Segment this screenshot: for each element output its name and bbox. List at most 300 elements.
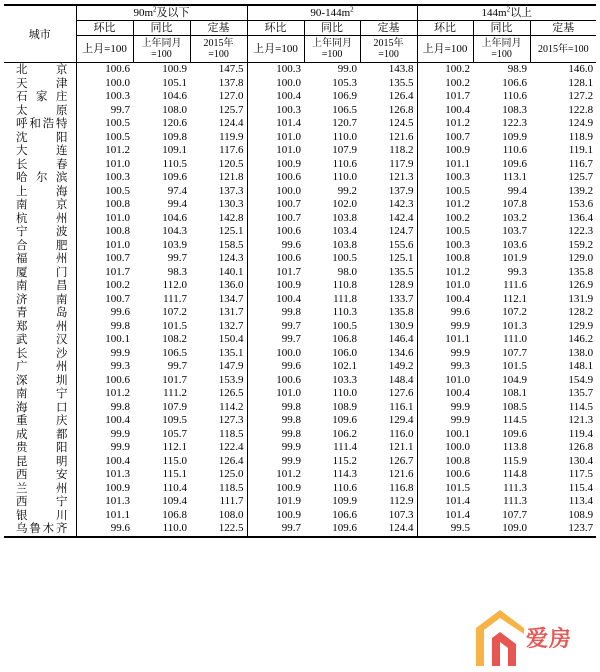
value-cell: 103.8: [332, 238, 358, 251]
value-cell: 134.7: [218, 292, 244, 305]
value-cell: 100.8: [417, 455, 473, 469]
value-cell: 106.6: [502, 76, 528, 89]
value-cell: 124.7: [388, 225, 414, 238]
value-cell: 128.2: [568, 306, 594, 319]
header-yoy: 同比: [133, 21, 190, 36]
value-cell: 114.5: [568, 400, 594, 413]
value-cell: 124.3: [218, 252, 244, 265]
value-cell: 159.2: [568, 238, 594, 251]
city-name: 西宁: [16, 495, 68, 509]
value-cell: 110.0: [133, 522, 190, 537]
value-cell: 100.3: [417, 171, 473, 185]
value-cell: 99.6: [417, 306, 473, 320]
city-name: 呼和浩特: [16, 117, 68, 131]
value-cell: 124.5: [388, 117, 414, 130]
value-cell: 100.7: [247, 212, 304, 226]
value-cell: 110.5: [162, 157, 187, 170]
value-cell: 111.4: [333, 441, 358, 454]
value-cell: 101.0: [76, 158, 133, 172]
value-cell: 101.5: [417, 482, 473, 496]
table-row: [4, 455, 596, 469]
value-cell: 100.0: [417, 441, 473, 455]
value-cell: 135.5: [388, 265, 414, 278]
value-cell: 150.4: [218, 333, 244, 346]
value-cell: 98.9: [507, 63, 528, 76]
value-cell: 122.3: [502, 117, 528, 130]
value-cell: 126.5: [218, 387, 244, 400]
value-cell: 108.1: [502, 387, 528, 400]
header-fixed-base: 定基: [530, 21, 596, 36]
value-cell: 118.5: [219, 481, 244, 494]
table-row: [4, 401, 596, 415]
table-row: [4, 185, 596, 199]
value-cell: 135.5: [388, 76, 414, 89]
value-cell: 110.4: [162, 481, 187, 494]
value-cell: 158.5: [218, 238, 244, 251]
value-cell: 101.7: [162, 373, 187, 386]
value-cell: 103.7: [502, 225, 528, 238]
value-cell: 107.7: [502, 346, 528, 359]
value-cell: 130.9: [388, 319, 414, 332]
value-cell: 127.2: [568, 90, 594, 103]
value-cell: 99.7: [76, 104, 133, 118]
value-cell: 137.9: [388, 184, 414, 197]
value-cell: 125.1: [388, 252, 414, 265]
value-cell: 99.7: [247, 333, 304, 347]
table-row: [4, 293, 596, 307]
value-cell: 100.5: [332, 319, 358, 332]
table-row: [4, 441, 596, 455]
header-base-last-month: 上月=100: [247, 36, 304, 63]
value-cell: 100.6: [247, 374, 304, 388]
city-name: 太原: [16, 103, 68, 117]
value-cell: 106.5: [162, 346, 187, 359]
value-cell: 112.9: [389, 495, 414, 508]
value-cell: 100.2: [417, 212, 473, 226]
value-cell: 107.7: [502, 508, 528, 521]
value-cell: 110.6: [502, 144, 528, 157]
value-cell: 131.9: [568, 292, 594, 305]
value-cell: 99.4: [507, 184, 528, 197]
header-fixed-base: 定基: [360, 21, 417, 36]
city-name: 宁波: [16, 225, 68, 239]
value-cell: 125.7: [218, 103, 244, 116]
table-row: [4, 90, 596, 104]
value-cell: 109.0: [473, 522, 530, 537]
value-cell: 103.4: [332, 225, 358, 238]
value-cell: 104.6: [162, 90, 187, 103]
value-cell: 100.6: [76, 63, 133, 77]
value-cell: 111.8: [333, 292, 358, 305]
table-row: [4, 279, 596, 293]
value-cell: 100.7: [247, 198, 304, 212]
value-cell: 99.9: [417, 414, 473, 428]
value-cell: 109.9: [502, 130, 528, 143]
value-cell: 101.0: [76, 239, 133, 253]
value-cell: 99.9: [417, 347, 473, 361]
city-name: 武汉: [16, 333, 68, 347]
city-name: 深圳: [16, 373, 68, 387]
value-cell: 99.9: [247, 441, 304, 455]
value-cell: 110.6: [332, 157, 358, 170]
value-cell: 121.3: [388, 171, 414, 184]
value-cell: 100.2: [76, 279, 133, 293]
value-cell: 154.9: [568, 373, 594, 386]
value-cell: 108.9: [568, 508, 594, 521]
value-cell: 99.9: [417, 401, 473, 415]
city-name: 南昌: [16, 279, 68, 293]
value-cell: 99.3: [417, 360, 473, 374]
value-cell: 146.0: [568, 63, 594, 76]
value-cell: 100.5: [76, 131, 133, 145]
table-row: [4, 131, 596, 145]
value-cell: 113.1: [502, 171, 528, 184]
value-cell: 100.6: [247, 225, 304, 239]
value-cell: 147.5: [218, 63, 244, 76]
table-row: [4, 158, 596, 172]
value-cell: 114.8: [502, 468, 528, 481]
value-cell: 122.5: [190, 522, 247, 537]
value-cell: 103.8: [332, 211, 358, 224]
table-row: [4, 77, 596, 91]
value-cell: 143.8: [388, 63, 414, 76]
value-cell: 100.3: [417, 239, 473, 253]
value-cell: 153.9: [218, 373, 244, 386]
value-cell: 118.5: [219, 427, 244, 440]
value-cell: 126.8: [568, 441, 594, 454]
table-row: [4, 522, 596, 537]
value-cell: 100.0: [247, 185, 304, 199]
city-name: 合肥: [16, 238, 68, 252]
table-row: [4, 509, 596, 523]
value-cell: 142.4: [388, 211, 414, 224]
value-cell: 99.9: [76, 347, 133, 361]
value-cell: 139.2: [568, 184, 594, 197]
value-cell: 100.1: [76, 333, 133, 347]
value-cell: 99.7: [247, 320, 304, 334]
value-cell: 106.6: [332, 508, 358, 521]
value-cell: 105.7: [162, 427, 187, 440]
value-cell: 99.3: [507, 265, 528, 278]
value-cell: 108.0: [218, 508, 244, 521]
city-name: 贵阳: [16, 441, 68, 455]
value-cell: 134.6: [388, 346, 414, 359]
house-logo-icon: [470, 604, 530, 668]
value-cell: 127.0: [218, 90, 244, 103]
value-cell: 115.9: [502, 454, 528, 467]
value-cell: 116.7: [568, 157, 594, 170]
value-cell: 130.3: [218, 198, 244, 211]
value-cell: 129.9: [568, 319, 594, 332]
table-row: [4, 225, 596, 239]
value-cell: 121.3: [568, 414, 594, 427]
value-cell: 142.8: [218, 211, 244, 224]
value-cell: 116.1: [389, 400, 414, 413]
value-cell: 101.2: [417, 198, 473, 212]
value-cell: 99.9: [76, 441, 133, 455]
table-row: [4, 306, 596, 320]
value-cell: 115.1: [162, 468, 187, 481]
value-cell: 100.9: [247, 482, 304, 496]
value-cell: 100.4: [247, 293, 304, 307]
value-cell: 132.7: [218, 319, 244, 332]
value-cell: 142.3: [388, 198, 414, 211]
value-cell: 116.8: [389, 481, 414, 494]
city-name: 乌鲁木齐: [4, 522, 76, 537]
value-cell: 99.5: [417, 522, 473, 537]
value-cell: 110.0: [332, 130, 358, 143]
value-cell: 101.5: [162, 319, 187, 332]
value-cell: 100.3: [247, 63, 304, 77]
value-cell: 99.6: [247, 239, 304, 253]
value-cell: 117.9: [389, 157, 414, 170]
value-cell: 108.2: [162, 333, 187, 346]
value-cell: 146.2: [568, 333, 594, 346]
value-cell: 106.8: [162, 508, 187, 521]
value-cell: 127.3: [218, 414, 244, 427]
value-cell: 121.8: [218, 171, 244, 184]
value-cell: 99.7: [247, 522, 304, 537]
city-name: 银川: [16, 508, 68, 522]
city-name: 兰州: [16, 481, 68, 495]
header-base-last-year: 上年同月=100: [133, 36, 190, 63]
value-cell: 136.4: [568, 211, 594, 224]
city-name: 天津: [16, 76, 68, 90]
value-cell: 103.3: [332, 373, 358, 386]
value-cell: 100.0: [247, 77, 304, 91]
value-cell: 135.1: [218, 346, 244, 359]
table-row: [4, 252, 596, 266]
value-cell: 113.8: [502, 441, 528, 454]
value-cell: 99.8: [247, 401, 304, 415]
table-row: [4, 198, 596, 212]
table-row: [4, 333, 596, 347]
city-name: 成都: [16, 427, 68, 441]
value-cell: 102.1: [332, 360, 358, 373]
table-row: [4, 239, 596, 253]
value-cell: 109.4: [162, 495, 187, 508]
value-cell: 100.7: [417, 131, 473, 145]
value-cell: 115.4: [568, 481, 594, 494]
header-group-large: $144m^2$以上: [417, 5, 596, 21]
value-cell: 100.3: [76, 171, 133, 185]
value-cell: 148.1: [568, 360, 594, 373]
value-cell: 101.7: [247, 266, 304, 280]
value-cell: 137.8: [218, 76, 244, 89]
city-name: 南宁: [16, 387, 68, 401]
value-cell: 106.0: [332, 346, 358, 359]
value-cell: 125.1: [218, 225, 244, 238]
value-cell: 111.6: [503, 279, 528, 292]
value-cell: 101.7: [76, 266, 133, 280]
city-name: 西安: [16, 468, 68, 482]
value-cell: 103.9: [162, 238, 187, 251]
value-cell: 123.7: [530, 522, 596, 537]
header-yoy: 同比: [473, 21, 530, 36]
header-base-last-month: 上月=100: [417, 36, 473, 63]
value-cell: 100.9: [76, 482, 133, 496]
city-name: 广州: [16, 360, 68, 374]
value-cell: 99.7: [167, 252, 187, 265]
value-cell: 101.2: [76, 144, 133, 158]
value-cell: 99.9: [417, 320, 473, 334]
value-cell: 111.0: [503, 333, 528, 346]
value-cell: 99.9: [247, 455, 304, 469]
value-cell: 101.2: [247, 468, 304, 482]
value-cell: 136.0: [218, 279, 244, 292]
value-cell: 111.2: [163, 387, 187, 400]
city-name: 厦门: [16, 265, 68, 279]
value-cell: 101.2: [76, 387, 133, 401]
value-cell: 130.4: [568, 454, 594, 467]
value-cell: 115.0: [162, 454, 187, 467]
city-name: 北京: [16, 62, 68, 77]
value-cell: 119.9: [219, 130, 244, 143]
header-group-small: $90m^2$及以下: [76, 5, 247, 21]
table-row: [4, 104, 596, 118]
table-row: [4, 428, 596, 442]
header-group-mid: $90-144m^2$: [247, 5, 417, 21]
price-index-table: [4, 4, 596, 538]
value-cell: 122.8: [568, 103, 594, 116]
value-cell: 100.9: [417, 144, 473, 158]
value-cell: 101.3: [76, 495, 133, 509]
table-row: [4, 347, 596, 361]
value-cell: 129.0: [568, 252, 594, 265]
value-cell: 101.3: [502, 319, 528, 332]
value-cell: 99.8: [76, 401, 133, 415]
header-fixed-base: 定基: [190, 21, 247, 36]
value-cell: 147.9: [218, 360, 244, 373]
value-cell: 110.6: [332, 481, 358, 494]
value-cell: 99.9: [76, 428, 133, 442]
value-cell: 107.3: [388, 508, 414, 521]
value-cell: 109.8: [162, 130, 187, 143]
value-cell: 126.8: [388, 103, 414, 116]
header-mom: 环比: [417, 21, 473, 36]
value-cell: 98.0: [337, 265, 358, 278]
table-row: [4, 144, 596, 158]
value-cell: 137.3: [218, 184, 244, 197]
value-cell: 106.5: [332, 103, 358, 116]
value-cell: 101.0: [417, 374, 473, 388]
value-cell: 138.0: [568, 346, 594, 359]
city-name: 杭州: [16, 211, 68, 225]
value-cell: 101.4: [417, 509, 473, 523]
value-cell: 101.0: [247, 387, 304, 401]
value-cell: 100.2: [417, 77, 473, 91]
value-cell: 133.7: [388, 292, 414, 305]
value-cell: 105.1: [162, 76, 187, 89]
value-cell: 100.8: [76, 225, 133, 239]
header-yoy: 同比: [304, 21, 360, 36]
value-cell: 101.0: [247, 144, 304, 158]
value-cell: 100.1: [417, 428, 473, 442]
header-base-2015: 2015年=100: [360, 36, 417, 63]
value-cell: 131.7: [218, 306, 244, 319]
value-cell: 116.0: [389, 427, 414, 440]
value-cell: 111.3: [503, 495, 528, 508]
value-cell: 120.5: [218, 157, 244, 170]
value-cell: 115.2: [332, 454, 358, 467]
value-cell: 99.3: [76, 360, 133, 374]
city-name: 重庆: [16, 414, 68, 428]
value-cell: 101.1: [417, 333, 473, 347]
table-row: [4, 468, 596, 482]
value-cell: 100.0: [247, 347, 304, 361]
table-body: [4, 63, 596, 537]
value-cell: 99.8: [247, 414, 304, 428]
header-base-last-year: 上年同月=100: [304, 36, 360, 63]
city-name: 南京: [16, 198, 68, 212]
value-cell: 100.4: [417, 293, 473, 307]
value-cell: 124.4: [360, 522, 417, 537]
header-base-2015: 2015年=100: [190, 36, 247, 63]
value-cell: 113.4: [568, 495, 594, 508]
header-city: 城市: [4, 5, 76, 63]
value-cell: 100.9: [162, 63, 187, 76]
value-cell: 126.4: [388, 90, 414, 103]
city-name: 长春: [16, 157, 68, 171]
value-cell: 146.4: [388, 333, 414, 346]
value-cell: 107.9: [162, 400, 187, 413]
value-cell: 100.6: [76, 374, 133, 388]
city-name: 哈尔滨: [16, 171, 68, 185]
table-row: [4, 212, 596, 226]
value-cell: 135.8: [568, 265, 594, 278]
value-cell: 110.8: [332, 279, 358, 292]
value-cell: 124.9: [568, 117, 594, 130]
value-cell: 109.9: [332, 495, 358, 508]
value-cell: 110.6: [502, 90, 528, 103]
value-cell: 99.0: [337, 63, 358, 76]
value-cell: 107.8: [502, 198, 528, 211]
value-cell: 120.7: [332, 117, 358, 130]
value-cell: 107.2: [162, 306, 187, 319]
value-cell: 122.4: [218, 441, 244, 454]
value-cell: 121.6: [388, 468, 414, 481]
value-cell: 112.1: [162, 441, 187, 454]
value-cell: 108.9: [332, 400, 358, 413]
header-base-2015: 2015年=100: [530, 36, 596, 63]
value-cell: 100.2: [417, 63, 473, 77]
value-cell: 114.3: [332, 468, 358, 481]
value-cell: 99.6: [247, 360, 304, 374]
value-cell: 109.6: [332, 414, 358, 427]
value-cell: 101.2: [417, 266, 473, 280]
value-cell: 100.4: [417, 104, 473, 118]
city-name: 石家庄: [16, 90, 68, 104]
city-name: 海口: [16, 400, 68, 414]
value-cell: 119.1: [568, 144, 594, 157]
value-cell: 109.6: [502, 427, 528, 440]
value-cell: 109.6: [502, 157, 528, 170]
value-cell: 99.6: [76, 306, 133, 320]
value-cell: 112.1: [502, 292, 528, 305]
value-cell: 100.6: [417, 468, 473, 482]
value-cell: 125.0: [218, 468, 244, 481]
value-cell: 98.3: [167, 265, 187, 278]
value-cell: 100.6: [247, 171, 304, 185]
value-cell: 121.1: [388, 441, 414, 454]
value-cell: 107.9: [332, 144, 358, 157]
header-mom: 环比: [76, 21, 133, 36]
value-cell: 100.5: [417, 185, 473, 199]
value-cell: 109.5: [162, 414, 187, 427]
table-row: [4, 414, 596, 428]
city-name: 大连: [16, 144, 68, 158]
value-cell: 128.1: [568, 76, 594, 89]
